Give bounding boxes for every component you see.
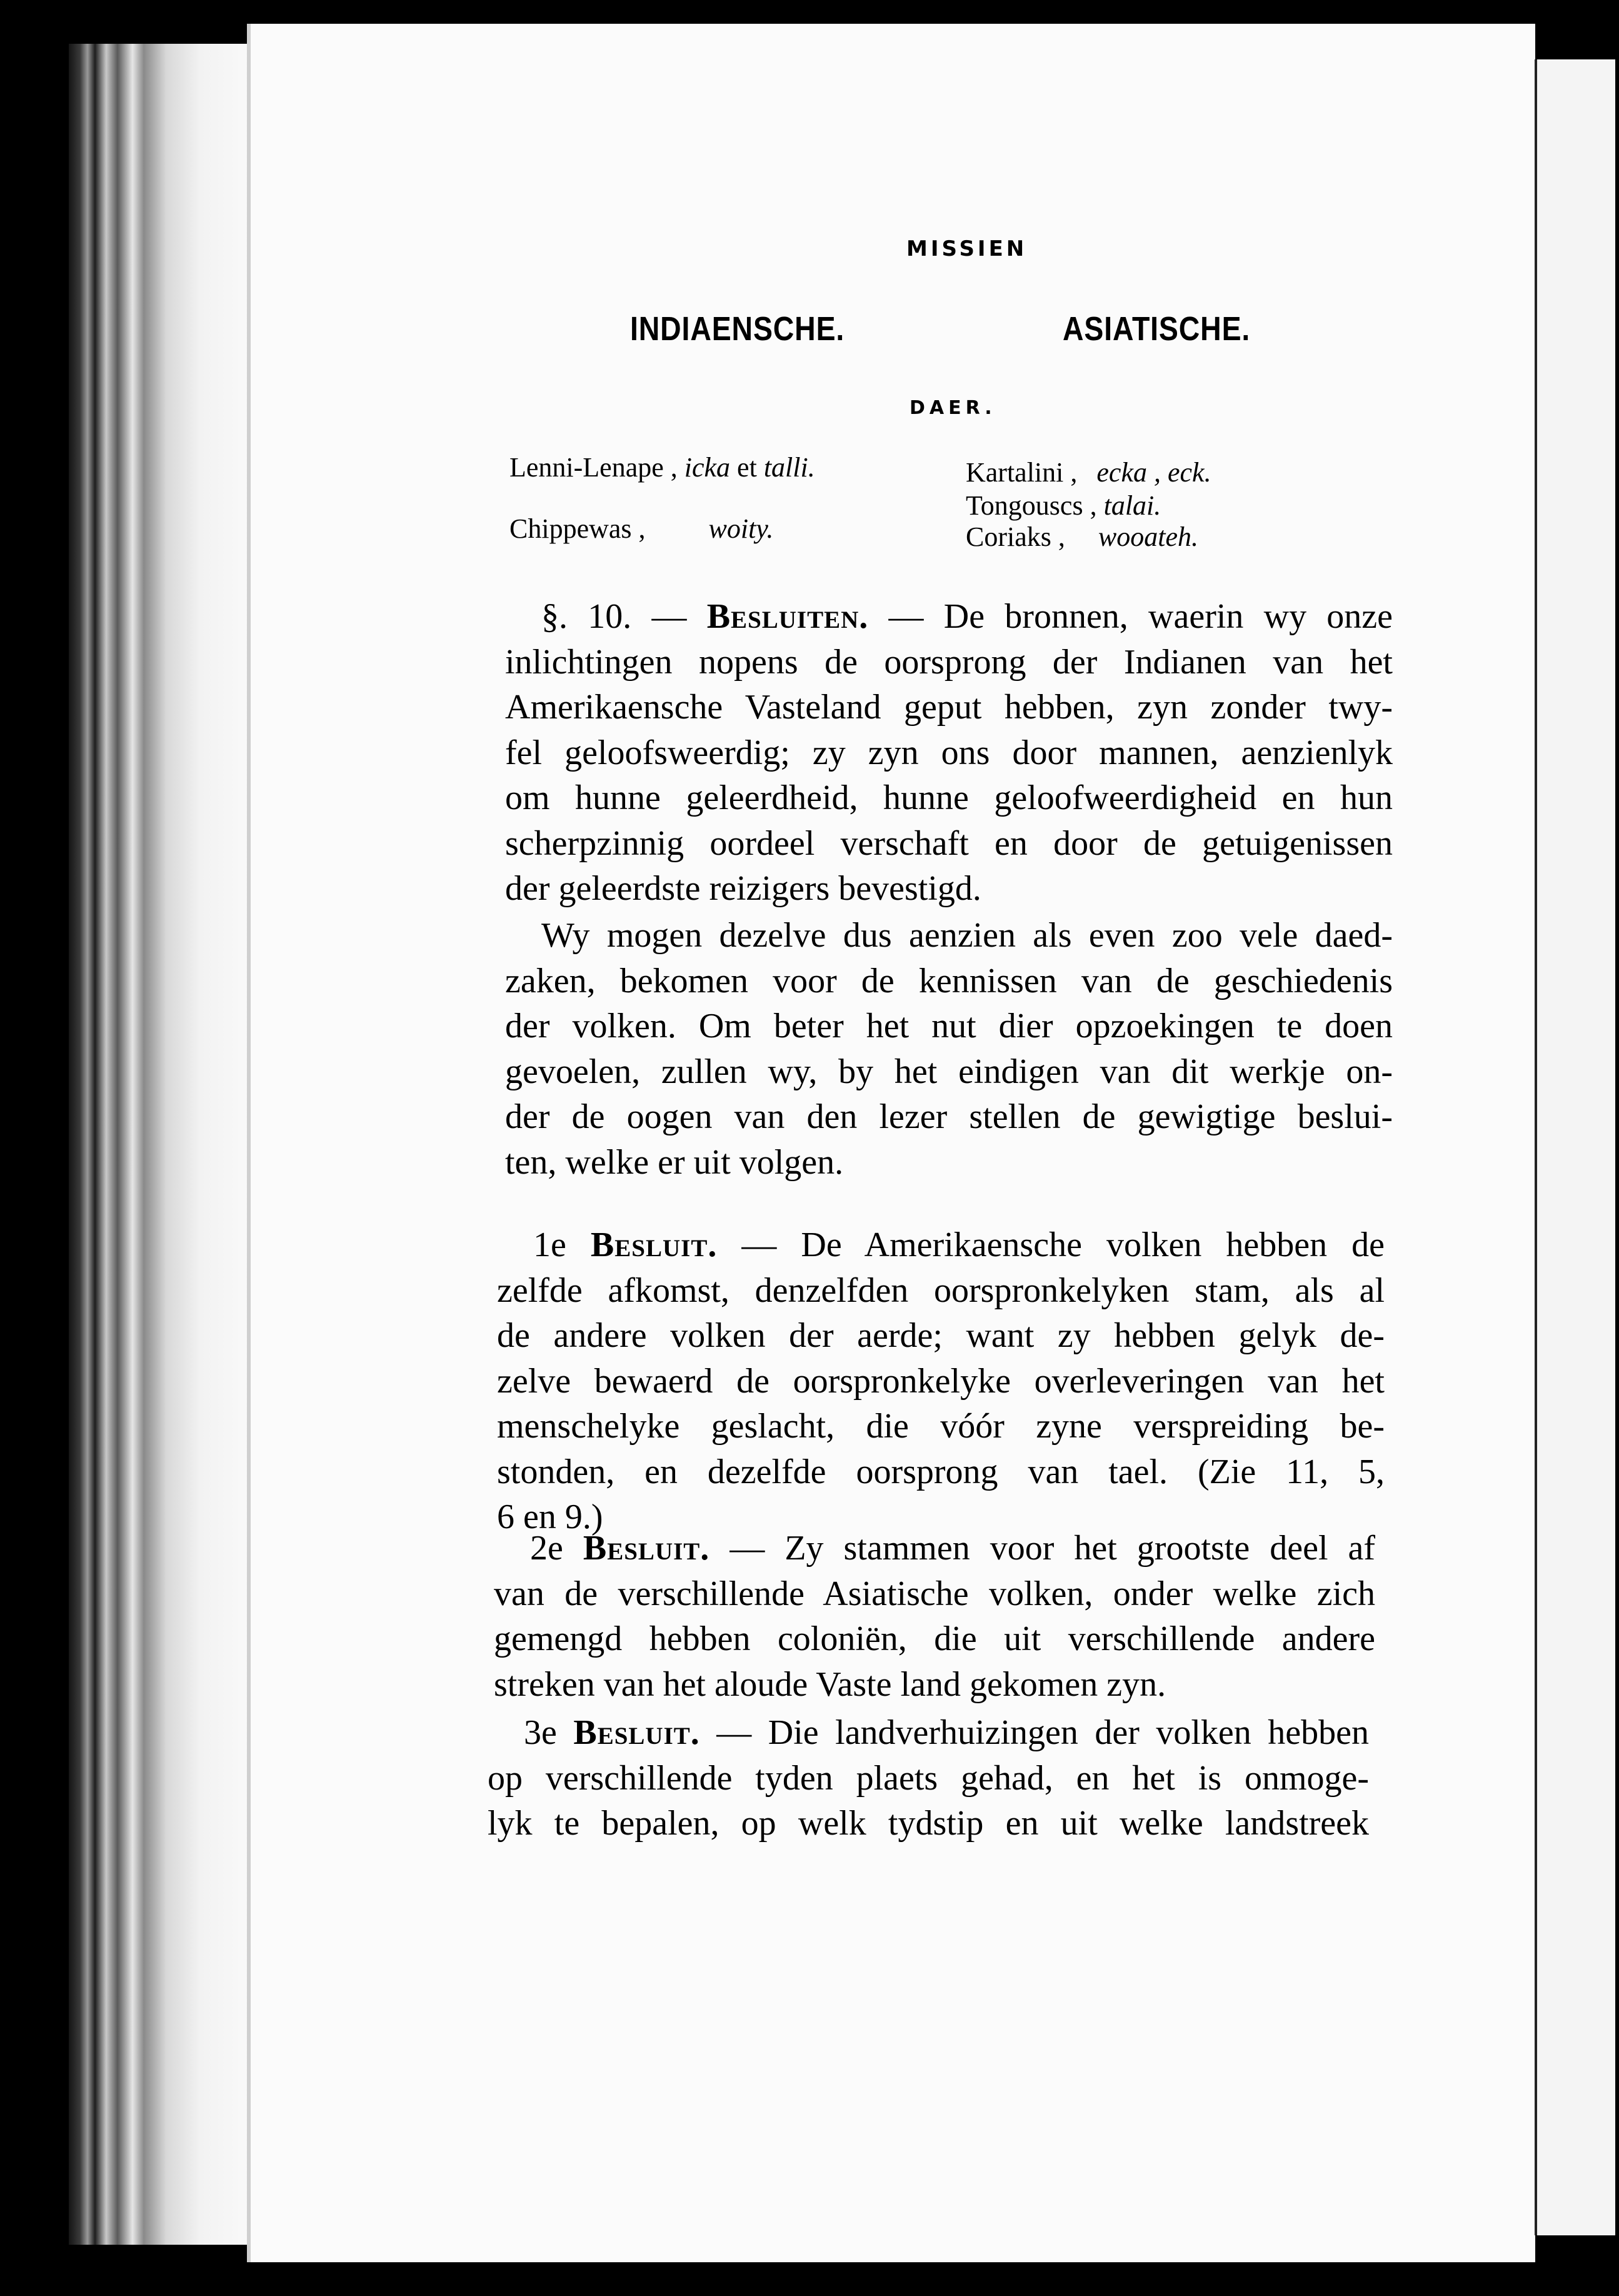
text-line: inlichtingen nopens de oorsprong der Indianen van het bbox=[505, 642, 1393, 682]
text-line: Wy mogen dezelve dus aenzien als even zoo vele daed- bbox=[541, 916, 1393, 955]
text-line: de andere volken der aerde; want zy hebben gelyk de- bbox=[497, 1316, 1385, 1355]
word: icka bbox=[684, 452, 731, 483]
tribe-name: Tongouscs , bbox=[966, 490, 1097, 521]
besluit-label: Besluit. bbox=[583, 1529, 710, 1568]
text-line: der geleerdste reizigers bevestigd. bbox=[505, 869, 981, 908]
word-row bbox=[509, 513, 773, 545]
text-line: van de verschillende Asiatische volken, onder welke zich bbox=[494, 1574, 1375, 1613]
text-line: Amerikaensche Vasteland geput hebben, zyn zonder twy- bbox=[505, 688, 1393, 727]
word: woity. bbox=[708, 513, 774, 544]
paragraph-s10 bbox=[505, 594, 1393, 912]
text-line: stonden, en dezelfde oorsprong van tael. (Zie 11, 5, bbox=[497, 1452, 1385, 1491]
adjacent-page-edge bbox=[1535, 59, 1615, 2235]
text-line: zaken, bekomen voor de kennissen van de geschiedenis bbox=[505, 961, 1393, 1000]
word: ecka , eck. bbox=[1096, 457, 1211, 488]
text-line: scherpzinnig oordeel verschaft en door de getuigenissen bbox=[505, 823, 1393, 863]
paragraph-besluit-3 bbox=[488, 1710, 1369, 1846]
text-line: op verschillende tyden plaets gehad, en het is onmoge- bbox=[488, 1758, 1369, 1798]
text-line: der de oogen van den lezer stellen de gewigtige beslui- bbox=[505, 1097, 1393, 1136]
joiner: et bbox=[737, 452, 757, 483]
paragraph-besluit-2 bbox=[494, 1526, 1375, 1707]
text-line: gevoelen, zullen wy, by het eindigen van dit werkje on- bbox=[505, 1052, 1393, 1091]
section-number: §. 10. — bbox=[541, 597, 687, 636]
text-line: fel geloofsweerdig; zy zyn ons door mannen, aenzienlyk bbox=[505, 733, 1393, 772]
column-head-right: ASIATISCHE. bbox=[1063, 310, 1251, 348]
text-line: der volken. Om beter het nut dier opzoekingen te doen bbox=[505, 1007, 1393, 1045]
section-label: Besluiten. bbox=[706, 597, 869, 636]
word: talli. bbox=[763, 452, 815, 483]
tribe-name: Coriaks , bbox=[966, 521, 1065, 552]
word: wooateh. bbox=[1098, 521, 1198, 552]
text-line: lyk te bepalen, op welk tydstip en uit welke landstreek bbox=[488, 1804, 1369, 1843]
book-edge bbox=[69, 44, 256, 2245]
text-line: streken van het aloude Vaste land gekomen zyn. bbox=[494, 1664, 1166, 1704]
text-line: 1e Besluit. — De Amerikaensche volken hebben de bbox=[533, 1226, 1385, 1264]
word-row bbox=[966, 521, 1198, 553]
text-line: ten, welke er uit volgen. bbox=[505, 1142, 844, 1182]
tribe-name: Chippewas , bbox=[509, 513, 646, 544]
besluit-number: 1e bbox=[533, 1226, 566, 1264]
word-row bbox=[966, 456, 1211, 488]
text-line: om hunne geleerdheid, hunne geloofweerdigheid en hun bbox=[505, 778, 1393, 817]
column-head-left: INDIAENSCHE. bbox=[630, 310, 845, 348]
subhead-daer: DAER. bbox=[910, 397, 996, 419]
tribe-name: Lenni-Lenape , bbox=[509, 452, 678, 483]
text-line: gemengd hebben coloniën, die uit verschillende andere bbox=[494, 1619, 1375, 1658]
text-line: zelfde afkomst, denzelfden oorspronkelyken stam, als al bbox=[497, 1271, 1385, 1310]
tribe-name: Kartalini , bbox=[966, 457, 1078, 488]
besluit-label: Besluit. bbox=[573, 1713, 700, 1752]
word-row bbox=[509, 451, 815, 483]
running-head: MISSIEN bbox=[906, 236, 1028, 261]
word-row bbox=[966, 490, 1161, 521]
besluit-label: Besluit. bbox=[590, 1226, 718, 1264]
paragraph-besluit-1 bbox=[497, 1222, 1385, 1540]
text-line: 6 en 9.) bbox=[497, 1498, 603, 1536]
word: talai. bbox=[1103, 490, 1161, 521]
text-line: zelve bewaerd de oorspronkelyke overleveringen van het bbox=[497, 1361, 1385, 1401]
text-line: §. 10. — Besluiten. — De bronnen, waerin wy onze bbox=[541, 597, 1393, 636]
text-line: menschelyke geslacht, die vóór zyne verspreiding be- bbox=[497, 1407, 1385, 1446]
paragraph-s10-cont bbox=[505, 913, 1393, 1185]
text-line: 2e Besluit. — Zy stammen voor het grootste deel af bbox=[530, 1529, 1376, 1568]
text-line: 3e Besluit. — Die landverhuizingen der volken hebben bbox=[524, 1713, 1370, 1752]
besluit-number: 2e bbox=[530, 1529, 563, 1568]
besluit-number: 3e bbox=[524, 1713, 557, 1752]
